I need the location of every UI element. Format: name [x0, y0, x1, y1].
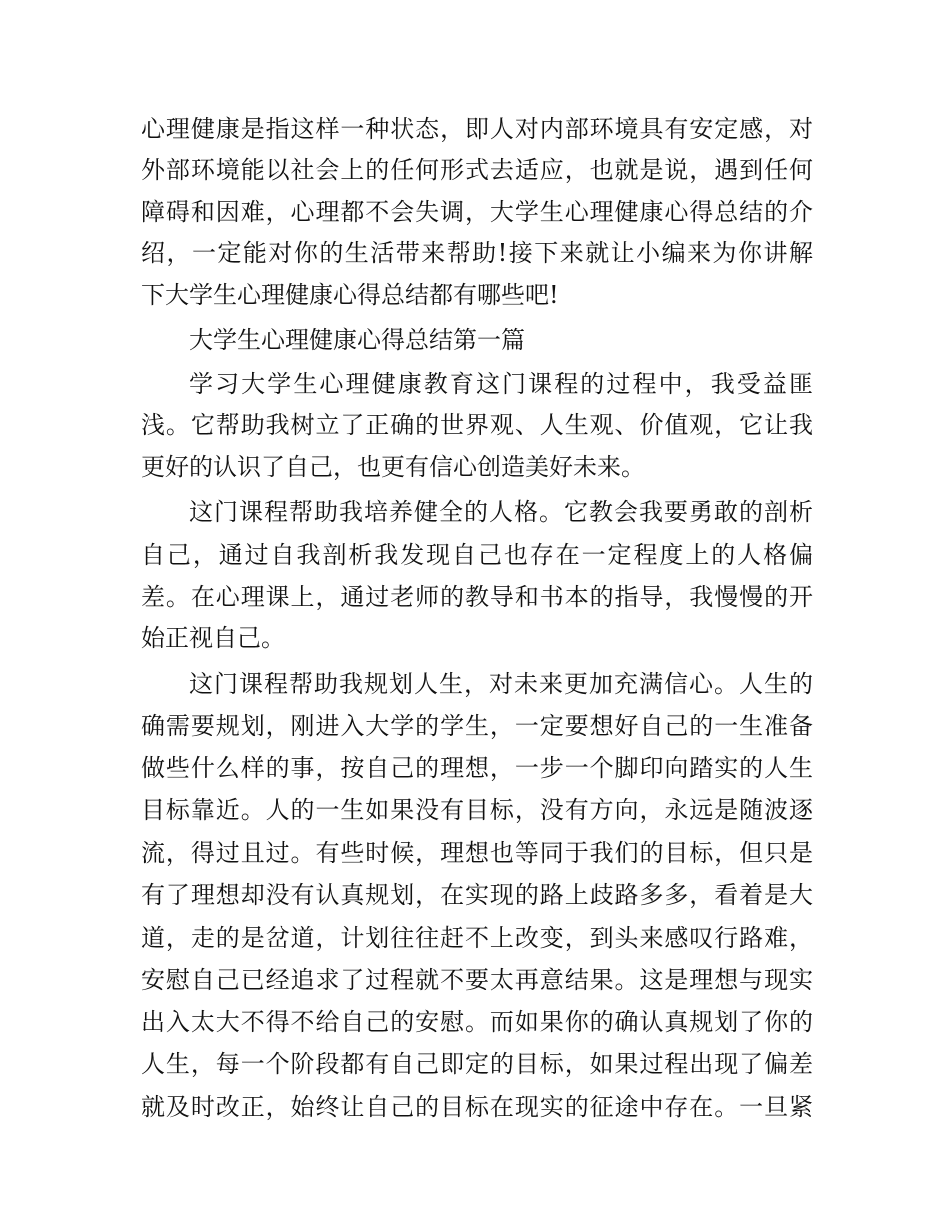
paragraph-3-line-5: 流，得过且过。有些时候，理想也等同于我们的目标，但只是	[141, 839, 813, 867]
document-page	[141, 0, 813, 1230]
paragraph-3-line-11: 就及时改正，始终让自己的目标在现实的征途中存在。一旦紧	[141, 1093, 813, 1121]
section-title: 大学生心理健康心得总结第一篇	[189, 326, 525, 354]
paragraph-2-line-4: 始正视自己。	[141, 624, 285, 652]
paragraph-2-line-2: 自己，通过自我剖析我发现自己也存在一定程度上的人格偏	[141, 541, 813, 569]
paragraph-3-line-8: 安慰自己已经追求了过程就不要太再意结果。这是理想与现实	[141, 966, 813, 994]
paragraph-3-line-7: 道，走的是岔道，计划往往赶不上改变，到头来感叹行路难，	[141, 924, 813, 952]
paragraph-3-line-9: 出入太大不得不给自己的安慰。而如果你的确认真规划了你的	[141, 1008, 813, 1036]
paragraph-2-line-1: 这门课程帮助我培养健全的人格。它教会我要勇敢的剖析	[189, 498, 813, 526]
paragraph-1-line-3: 更好的认识了自己，也更有信心创造美好未来。	[141, 453, 645, 481]
intro-line-4: 绍，一定能对你的生活带来帮助!接下来就让小编来为你讲解	[141, 239, 813, 267]
intro-line-3: 障碍和因难，心理都不会失调，大学生心理健康心得总结的介	[141, 198, 813, 226]
paragraph-3-line-10: 人生，每一个阶段都有自己即定的目标，如果过程出现了偏差	[141, 1050, 813, 1078]
paragraph-3-line-4: 目标靠近。人的一生如果没有目标，没有方向，永远是随波逐	[141, 796, 813, 824]
paragraph-3-line-6: 有了理想却没有认真规划，在实现的路上歧路多多，看着是大	[141, 881, 813, 909]
paragraph-2-line-3: 差。在心理课上，通过老师的教导和书本的指导，我慢慢的开	[141, 583, 813, 611]
paragraph-1-line-2: 浅。它帮助我树立了正确的世界观、人生观、价值观，它让我	[141, 411, 813, 439]
paragraph-1-line-1: 学习大学生心理健康教育这门课程的过程中，我受益匪	[189, 370, 813, 398]
paragraph-3-line-3: 做些什么样的事，按自己的理想，一步一个脚印向踏实的人生	[141, 754, 813, 782]
intro-line-2: 外部环境能以社会上的任何形式去适应，也就是说，遇到任何	[141, 156, 813, 184]
paragraph-3-line-2: 确需要规划，刚进入大学的学生，一定要想好自己的一生准备	[141, 712, 813, 740]
intro-line-1: 心理健康是指这样一种状态，即人对内部环境具有安定感，对	[141, 115, 813, 143]
paragraph-3-line-1: 这门课程帮助我规划人生，对未来更加充满信心。人生的	[189, 670, 813, 698]
intro-line-5: 下大学生心理健康心得总结都有哪些吧!	[141, 281, 559, 309]
